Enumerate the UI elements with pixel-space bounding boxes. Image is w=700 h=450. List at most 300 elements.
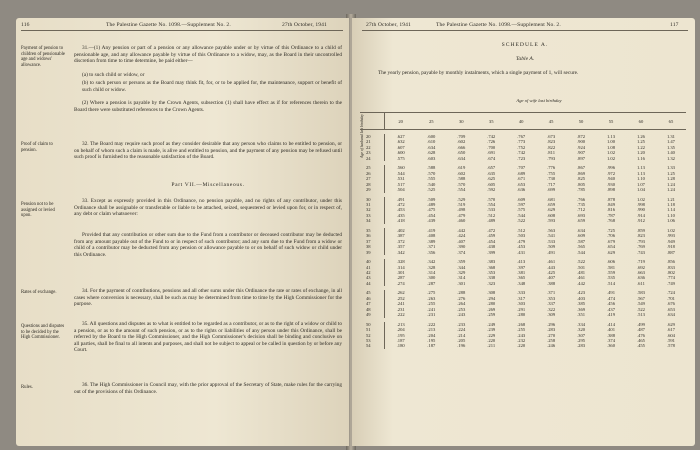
pension-value-cell: 1.24	[666, 187, 675, 193]
pension-value-cell: .972	[606, 170, 616, 176]
pension-value-cell: .570	[457, 181, 466, 187]
husband-age-cell: 25	[360, 165, 385, 170]
pension-value-cell: .283	[577, 343, 586, 349]
pension-value-cell: .659	[547, 201, 556, 207]
pension-value-cell: .472	[487, 227, 496, 233]
pension-value-cell: .563	[547, 227, 556, 233]
pension-value-cell: .578	[666, 343, 675, 349]
pension-value-cell: .388	[606, 332, 616, 338]
pension-value-cell: .706	[606, 233, 616, 239]
pension-value-cell: .719	[636, 259, 645, 265]
pension-value-cell: .243	[457, 312, 466, 318]
pension-value-cell: .726	[487, 139, 496, 145]
pension-value-cell: .676	[666, 301, 675, 307]
pension-value-cell: .600	[427, 134, 436, 139]
pension-value-cell: .849	[606, 201, 616, 207]
husband-age-cell: 48	[360, 307, 385, 312]
pension-value-cell: .499	[636, 321, 645, 327]
pension-value-cell: .743	[636, 249, 645, 255]
pension-value-cell: .635	[487, 170, 496, 176]
right-running-title: The Palestine Gazette No. 1098.—Supplement No. 2.	[436, 22, 561, 28]
pension-value-cell: .793	[547, 155, 556, 161]
pension-value-cell: .213	[427, 327, 436, 333]
husband-age-cell: 36	[360, 233, 385, 238]
pension-value-cell: .693	[577, 212, 586, 218]
pension-value-cell: .472	[396, 201, 405, 207]
pension-value-cell: .659	[577, 218, 586, 224]
pension-value-cell: .629	[666, 321, 675, 327]
pension-value-cell: .232	[517, 337, 526, 343]
pension-value-cell: .474	[606, 295, 616, 301]
pension-value-cell: .592	[487, 187, 496, 193]
age-header: 40	[506, 113, 536, 130]
pension-value-cell: .423	[577, 290, 586, 296]
pension-value-cell: .314	[457, 275, 466, 281]
pension-value-cell: .603	[427, 155, 436, 161]
pension-value-cell: .570	[487, 196, 496, 202]
pension-table	[360, 112, 686, 349]
pension-value-cell: .823	[636, 233, 645, 239]
husband-age-cell: 27	[360, 176, 385, 181]
margin-note: Pension not to be assigned or levied upon.	[21, 202, 55, 219]
pension-value-cell: .657	[487, 165, 496, 171]
husband-age-cell: 53	[360, 338, 385, 343]
pension-value-cell: .617	[666, 327, 675, 333]
pension-value-cell: .241	[396, 301, 405, 307]
pension-value-cell: .628	[427, 150, 436, 156]
pension-value-cell: 1.08	[606, 144, 616, 150]
pension-value-cell: .583	[636, 290, 645, 296]
pension-value-cell: .287	[396, 275, 405, 281]
pension-value-cell: .769	[636, 244, 645, 250]
pension-value-cell: .390	[457, 244, 466, 250]
pension-value-cell: .291	[517, 306, 526, 312]
pension-value-cell: .533	[547, 238, 556, 244]
pension-value-cell: .342	[427, 259, 436, 265]
pension-value-cell: .403	[577, 295, 586, 301]
pension-value-cell: .811	[547, 150, 556, 156]
pension-value-cell: .402	[396, 227, 405, 233]
pension-value-cell: .816	[606, 207, 616, 213]
pension-value-cell: .608	[547, 212, 556, 218]
pension-value-cell: 1.02	[636, 196, 645, 202]
pension-value-cell: 1.28	[666, 176, 675, 182]
pension-value-cell: .268	[517, 321, 526, 327]
husband-age-cell: 39	[360, 250, 385, 255]
pension-value-cell: .554	[457, 187, 466, 193]
pension-value-cell: .357	[396, 244, 405, 250]
husband-age-cell: 22	[360, 145, 385, 150]
pension-value-cell: .259	[487, 312, 496, 318]
table-header-row	[360, 113, 686, 130]
pension-value-cell: .998	[636, 201, 645, 207]
husband-age-cell: 40	[360, 259, 385, 264]
pension-value-cell: .673	[547, 134, 556, 139]
pension-value-cell: .768	[606, 218, 616, 224]
pension-value-cell: .329	[457, 269, 466, 275]
pension-value-cell: .314	[427, 269, 436, 275]
pension-value-cell: .276	[457, 295, 466, 301]
pension-value-cell: .187	[396, 337, 405, 343]
pension-value-cell: .611	[637, 280, 645, 286]
pension-value-cell: 1.32	[666, 155, 675, 161]
pension-value-cell: .275	[427, 290, 436, 296]
pension-value-cell: .187	[427, 343, 436, 349]
pension-value-cell: .522	[517, 218, 526, 224]
pension-value-cell: .897	[577, 155, 586, 161]
table-body	[360, 130, 686, 349]
pension-value-cell: .632	[396, 139, 405, 145]
header-rule	[362, 30, 688, 31]
pension-value-cell: .859	[636, 227, 645, 233]
pension-value-cell: 1.13	[636, 170, 645, 176]
pension-value-cell: .372	[396, 238, 405, 244]
pension-value-cell: .418	[396, 218, 405, 224]
pension-value-cell: .907	[577, 150, 586, 156]
pension-value-cell: .653	[517, 181, 526, 187]
pension-value-cell: .461	[577, 275, 586, 281]
pension-value-cell: .296	[547, 321, 556, 327]
pension-value-cell: .295	[577, 337, 586, 343]
pension-value-cell: .342	[396, 249, 405, 255]
pension-value-cell: .459	[487, 233, 496, 239]
pension-value-cell: .519	[457, 201, 466, 207]
pension-value-cell: .512	[487, 212, 496, 218]
husband-age-cell: 24	[360, 156, 385, 161]
pension-value-cell: .730	[547, 176, 556, 182]
pension-value-cell: .591	[666, 337, 675, 343]
pension-value-cell: .323	[487, 280, 496, 286]
pension-value-cell: .555	[427, 176, 436, 182]
pension-value-cell: .575	[517, 207, 526, 213]
pension-value-cell: .229	[487, 332, 496, 338]
pension-value-cell: .301	[457, 280, 466, 286]
pension-value-cell: .220	[487, 337, 496, 343]
pension-value-cell: .634	[427, 144, 436, 150]
pension-value-cell: .559	[606, 269, 616, 275]
pension-value-cell: .602	[457, 170, 466, 176]
pension-value-cell: .365	[517, 275, 526, 281]
husband-age-cell: 20	[360, 134, 385, 139]
pension-value-cell: .514	[606, 280, 616, 286]
age-header: 65	[656, 113, 686, 130]
husband-age-cell: 45	[360, 290, 385, 295]
pension-value-cell: .413	[517, 259, 526, 265]
corner-cell	[360, 113, 385, 130]
pension-value-cell: 1.26	[636, 134, 645, 139]
pension-value-cell: .767	[517, 134, 526, 139]
pension-value-cell: .504	[396, 187, 405, 193]
pension-value-cell: .700	[487, 144, 496, 150]
age-header: 25	[416, 113, 446, 130]
husband-age-cell: 30	[360, 197, 385, 202]
age-header: 50	[566, 113, 596, 130]
pension-value-cell: .255	[517, 327, 526, 333]
pension-value-cell: .262	[396, 290, 405, 296]
pension-value-cell: .724	[666, 290, 675, 296]
husband-age-cell: 47	[360, 301, 385, 306]
pension-value-cell: .805	[577, 181, 586, 187]
pension-value-cell: .241	[427, 306, 436, 312]
pension-value-cell: .353	[547, 295, 556, 301]
pension-value-cell: .438	[487, 244, 496, 250]
pension-value-cell: .280	[487, 301, 496, 307]
pension-value-cell: .180	[396, 343, 405, 349]
pension-value-cell: .252	[396, 295, 405, 301]
pension-value-cell: .629	[547, 207, 556, 213]
pension-value-cell: .264	[457, 301, 466, 307]
pension-value-cell: .990	[636, 207, 645, 213]
pension-value-cell: .581	[606, 264, 616, 270]
pension-value-cell: .481	[577, 269, 586, 275]
pension-value-cell: .309	[547, 312, 556, 318]
pension-value-cell: .388	[547, 280, 556, 286]
pension-value-cell: .597	[517, 201, 526, 207]
pension-value-cell: .600	[396, 150, 405, 156]
pension-value-cell: .476	[636, 332, 645, 338]
pension-value-cell: .918	[666, 244, 675, 250]
pension-value-cell: .634	[457, 155, 466, 161]
pension-value-cell: 1.16	[636, 155, 645, 161]
pension-value-cell: .587	[577, 238, 586, 244]
table-row	[360, 343, 686, 348]
pension-value-cell: .513	[636, 312, 645, 318]
pension-value-cell: .541	[547, 233, 556, 239]
pension-value-cell: .442	[577, 280, 586, 286]
schedule-heading: SCHEDULE A.	[501, 42, 549, 48]
pension-value-cell: .752	[517, 144, 526, 150]
pension-value-cell: 1.00	[606, 139, 616, 145]
pension-value-cell: 1.10	[666, 212, 675, 218]
pension-value-cell: .914	[636, 212, 645, 218]
husband-age-cell: 42	[360, 270, 385, 275]
pension-value-cell: .653	[666, 306, 675, 312]
pension-value-cell: .385	[577, 301, 586, 307]
right-header-date: 27th October, 1941	[366, 22, 411, 28]
pension-value-cell: .924	[577, 144, 586, 150]
pension-value-cell: .544	[396, 170, 405, 176]
pension-value-cell: 1.35	[666, 144, 675, 150]
pension-value-cell: .717	[547, 181, 556, 187]
pension-value-cell: .456	[606, 301, 616, 307]
pension-value-cell: .224	[457, 327, 466, 333]
pension-value-cell: .287	[427, 280, 436, 286]
pension-value-cell: .460	[457, 218, 466, 224]
pension-value-cell: .663	[636, 269, 645, 275]
pension-value-cell: .930	[606, 181, 616, 187]
pension-value-cell: .869	[577, 170, 586, 176]
pension-value-cell: 1.04	[636, 187, 645, 193]
pension-value-cell: .239	[487, 327, 496, 333]
pension-value-cell: .383	[487, 259, 496, 265]
pension-value-cell: .243	[517, 332, 526, 338]
pension-value-cell: .489	[487, 218, 496, 224]
pension-value-cell: .501	[577, 264, 586, 270]
pension-value-cell: .274	[396, 280, 405, 286]
husband-age-cell: 46	[360, 296, 385, 301]
pension-value-cell: .314	[396, 264, 405, 270]
pension-value-cell: .725	[606, 227, 616, 233]
pension-value-cell: .570	[427, 170, 436, 176]
left-running-title: The Palestine Gazette No. 1098.—Supplement No. 2.	[106, 22, 231, 28]
pension-value-cell: .540	[427, 181, 436, 187]
pension-value-cell: .773	[517, 139, 526, 145]
pension-value-cell: .802	[666, 269, 675, 275]
column-caption: Age of wife last birthday	[516, 98, 562, 103]
husband-age-cell: 54	[360, 343, 385, 348]
pension-value-cell: .431	[517, 249, 526, 255]
pension-value-cell: .498	[457, 207, 466, 213]
pension-value-cell: 1.02	[666, 227, 675, 233]
pension-value-cell: .723	[517, 155, 526, 161]
pension-value-cell: .588	[427, 165, 436, 171]
husband-age-cell: 50	[360, 322, 385, 327]
pension-value-cell: .629	[606, 249, 616, 255]
pension-value-cell: .774	[666, 275, 675, 281]
pension-value-cell: .253	[457, 306, 466, 312]
husband-age-cell: 44	[360, 281, 385, 286]
pension-value-cell: .435	[396, 212, 405, 218]
pension-value-cell: .776	[547, 165, 556, 171]
pension-value-cell: .258	[547, 337, 556, 343]
pension-value-cell: .491	[396, 196, 405, 202]
pension-value-cell: .823	[547, 139, 556, 145]
pension-value-cell: .371	[427, 244, 436, 250]
pension-value-cell: .280	[517, 312, 526, 318]
pension-value-cell: .231	[427, 312, 436, 318]
pension-value-cell: .822	[547, 144, 556, 150]
pension-value-cell: .634	[577, 227, 586, 233]
pension-value-cell: 1.13	[606, 134, 616, 139]
pension-value-cell: .337	[547, 301, 556, 307]
pension-value-cell: .867	[577, 165, 586, 171]
pension-value-cell: .205	[457, 337, 466, 343]
pension-value-cell: 1.10	[636, 176, 645, 182]
pension-value-cell: .269	[487, 306, 496, 312]
margin-note: Proof of claim to pension.	[21, 142, 53, 153]
section-31-1: 31.—(1) Any pension or part of a pension or any allowance payable under or by virtue of this Ordinance to a child of pensionable age, and any allowance payable by virtue of this Ordinance to a widow, may, as the Board in their uncontrolled discretion from time to time determine, be paid either—	[74, 45, 342, 65]
pension-value-cell: .353	[487, 269, 496, 275]
pension-value-cell: .554	[487, 201, 496, 207]
pension-value-cell: .793	[636, 238, 645, 244]
pension-value-cell: .204	[427, 332, 436, 338]
pension-value-cell: .475	[427, 207, 436, 213]
pension-value-cell: .407	[457, 238, 466, 244]
margin-note: Rates of exchange.	[21, 290, 57, 295]
pension-value-cell: .701	[666, 295, 675, 301]
pension-value-cell: 1.47	[666, 139, 675, 145]
right-page-number: 117	[670, 22, 679, 28]
pension-value-cell: .636	[636, 275, 645, 281]
pension-value-cell: .348	[517, 280, 526, 286]
pension-value-cell: .407	[547, 275, 556, 281]
margin-note: Payment of pension to children of pensionable age and widows' allowance.	[21, 46, 65, 68]
pension-value-cell: .214	[457, 332, 466, 338]
section-33-proviso: Provided that any contribution or other sum due to the Fund from a contributor or deceased contributor may be deducted from any amount payable out of the Fund to or in respect of such contributor; and any sum due to the Fund from a widow or child of a contributor may be deducted from any pension or allowance payable to or on behalf of such widow or child under this Ordinance.	[74, 232, 342, 258]
pension-value-cell: .204	[396, 327, 405, 333]
header-rule	[21, 30, 343, 31]
pension-value-cell: .742	[517, 150, 526, 156]
pension-value-cell: .344	[457, 264, 466, 270]
pension-value-cell: .699	[547, 187, 556, 193]
pension-value-cell: .371	[547, 290, 556, 296]
pension-value-cell: .692	[636, 264, 645, 270]
pension-value-cell: .270	[547, 332, 556, 338]
pension-value-cell: .389	[427, 238, 436, 244]
husband-age-cell: 28	[360, 182, 385, 187]
pension-value-cell: .654	[606, 244, 616, 250]
pension-value-cell: .627	[396, 134, 405, 139]
pension-value-cell: .255	[427, 301, 436, 307]
pension-value-cell: .360	[606, 343, 616, 349]
pension-value-cell: .437	[606, 306, 616, 312]
pension-value-cell: .887	[666, 249, 675, 255]
pension-value-cell: .517	[396, 181, 405, 187]
section-31-a: (a) to such child or widow, or	[82, 72, 145, 78]
pension-value-cell: .602	[457, 139, 466, 145]
pension-value-cell: .453	[517, 244, 526, 250]
pension-value-cell: .607	[396, 144, 405, 150]
pension-value-cell: .509	[547, 244, 556, 250]
pension-value-cell: .940	[606, 176, 616, 182]
pension-value-cell: .604	[666, 332, 675, 338]
pension-value-cell: .322	[547, 306, 556, 312]
husband-age-cell: 41	[360, 265, 385, 270]
husband-age-cell: 23	[360, 150, 385, 155]
pension-value-cell: .610	[427, 139, 436, 145]
pension-value-cell: .509	[427, 196, 436, 202]
pension-value-cell: .605	[487, 181, 496, 187]
pension-value-cell: 1.24	[666, 181, 675, 187]
pension-value-cell: .419	[427, 227, 436, 233]
pension-value-cell: .351	[577, 312, 586, 318]
pension-value-cell: .195	[396, 332, 405, 338]
age-header: 45	[536, 113, 566, 130]
pension-value-cell: .461	[547, 259, 556, 265]
section-35: 35. All questions and disputes as to what is entitled to be regarded as a contributor, or as to the right of a widow or child to a pension, or as to the amount of such pension, or as to the rights or liabilities of any person under this Ordinance, shall be referred by the Board to the High Commissioner, and the High Commissioner's decision shall be binding and conclusive on all parties, shall be final to all intents and purposes, and shall not be subject to appeal or be called in question by or before any Court.	[74, 321, 342, 354]
pension-value-cell: .593	[547, 218, 556, 224]
pension-value-cell: .288	[457, 290, 466, 296]
pension-value-cell: .674	[487, 155, 496, 161]
husband-age-cell: 52	[360, 333, 385, 338]
husband-age-cell: 49	[360, 312, 385, 317]
pension-value-cell: .522	[636, 306, 645, 312]
section-36: 36. The High Commissioner in Council may, with the prior approval of the Secretary of State, make rules for the carrying out of the provisions of this Ordinance.	[74, 382, 342, 395]
pension-value-cell: .439	[427, 218, 436, 224]
pension-value-cell: .491	[547, 249, 556, 255]
pension-value-cell: .825	[577, 176, 586, 182]
pension-value-cell: .709	[457, 134, 466, 139]
pension-value-cell: .560	[396, 165, 405, 171]
husband-age-cell: 32	[360, 207, 385, 212]
pension-value-cell: .787	[606, 212, 616, 218]
left-page-number: 116	[21, 22, 30, 28]
pension-value-cell: .195	[427, 337, 436, 343]
pension-value-cell: .397	[517, 264, 526, 270]
pension-value-cell: .442	[457, 227, 466, 233]
section-31-b: (b) to such person or persons as the Board may think fit, for, or to be applied for, the maintenance, support or benefit of such child or widow.	[82, 80, 342, 93]
pension-value-cell: .334	[577, 321, 586, 327]
part-heading: Part VII.—Miscellaneous.	[171, 182, 245, 188]
pension-value-cell: .222	[427, 321, 436, 327]
section-33: 33. Except as expressly provided in this Ordinance, no pension payable, and no rights of any contributor, under this Ordinance shall be assignable or transferable or liable to be attached, seized, sequestered or levied upon for, or in respect of, any debt or claim whatsoever:	[74, 198, 342, 218]
age-header: 20	[385, 113, 417, 130]
age-header: 35	[476, 113, 506, 130]
pension-value-cell: 1.21	[666, 196, 675, 202]
pension-value-cell: .303	[517, 301, 526, 307]
pension-value-cell: 1.02	[606, 155, 616, 161]
pension-value-cell: .544	[517, 212, 526, 218]
